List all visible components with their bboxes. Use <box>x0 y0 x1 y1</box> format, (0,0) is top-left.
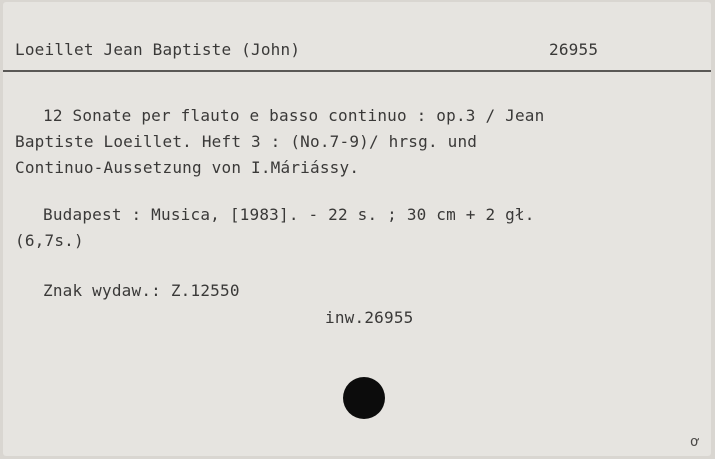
title-line-3: Continuo-Aussetzung von I.Máriássy. <box>15 158 360 177</box>
inventory-number: inw.26955 <box>325 308 414 327</box>
punch-hole <box>343 377 385 419</box>
title-line-2: Baptiste Loeillet. Heft 3 : (No.7-9)/ hrsg. und <box>15 132 478 151</box>
publisher-number: Znak wydaw.: Z.12550 <box>43 281 240 300</box>
title-line-1: 12 Sonate per flauto e basso continuo : op.3 / Jean <box>43 106 545 125</box>
accession-number: 26955 <box>549 40 599 59</box>
card-heading: Loeillet Jean Baptiste (John) <box>15 40 301 59</box>
imprint-line-1: Budapest : Musica, [1983]. - 22 s. ; 30 cm + 2 gł. <box>43 205 535 224</box>
corner-mark: ơ <box>690 434 699 450</box>
header-divider <box>3 70 711 72</box>
imprint-line-2: (6,7s.) <box>15 231 84 250</box>
catalog-card <box>3 2 711 456</box>
